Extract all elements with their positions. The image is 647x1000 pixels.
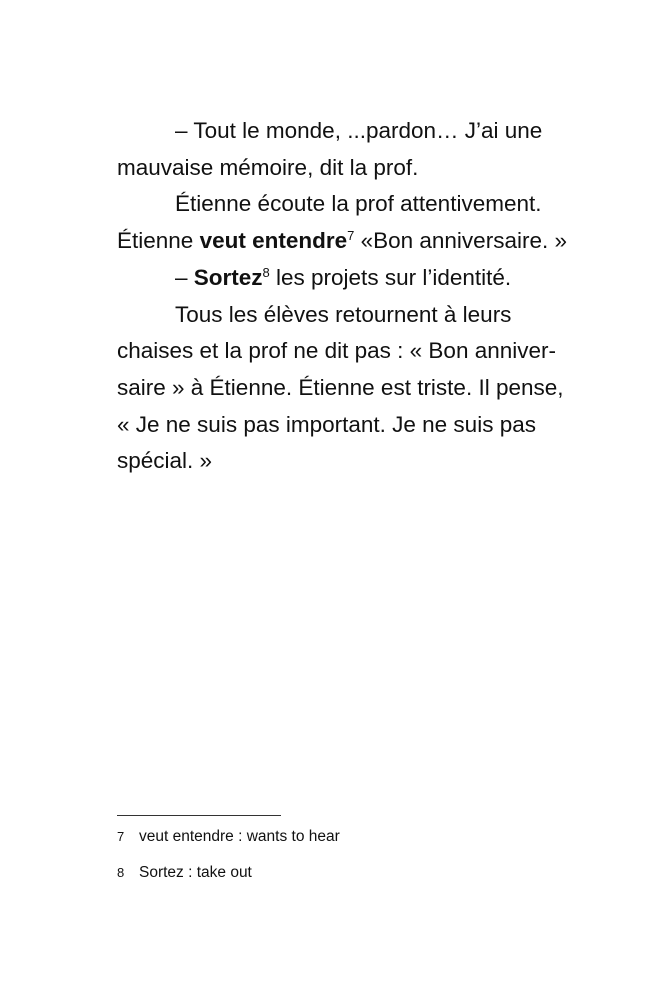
footnote-8 <box>117 863 252 883</box>
paragraph-4-line-3: saire » à Étienne. Étienne est triste. Il pense, <box>117 374 564 400</box>
paragraph-3-line-1 <box>117 260 537 297</box>
paragraph-3-text-after: les projets sur l’identité. <box>269 264 512 290</box>
paragraph-2-line-2 <box>117 223 567 260</box>
paragraph-1-line-2: mauvaise mémoire, dit la prof. <box>117 154 419 180</box>
paragraph-4-line-2: chaises et la prof ne dit pas : « Bon anniver- <box>117 338 557 364</box>
paragraph-2-text-after: «Bon anniversaire. » <box>354 228 567 254</box>
paragraph-2-line-1: Étienne écoute la prof attentivement. <box>175 191 542 217</box>
paragraph-2-text-before: Étienne <box>117 228 200 254</box>
footnote-divider <box>117 815 281 816</box>
footnote-ref-7: 7 <box>347 228 355 244</box>
footnote-7-number: 7 <box>117 829 125 844</box>
paragraph-4-line-5: spécial. » <box>117 448 213 474</box>
term-veut-entendre: veut entendre <box>199 228 348 254</box>
footnote-8-text: Sortez : take out <box>139 864 252 881</box>
footnote-ref-8: 8 <box>262 264 270 280</box>
paragraph-4-line-4: « Je ne suis pas important. Je ne suis pas <box>117 411 536 437</box>
paragraph-3-dash: – <box>175 264 194 290</box>
term-sortez: Sortez <box>193 264 263 290</box>
paragraph-1-line-1: – Tout le monde, ...pardon… J’ai une <box>175 118 543 143</box>
body-text <box>117 113 567 480</box>
footnote-7 <box>117 827 340 847</box>
paragraph-4-line-1: Tous les élèves retournent à leurs <box>175 301 512 327</box>
footnote-8-number: 8 <box>117 865 125 880</box>
footnote-7-text: veut entendre : wants to hear <box>139 828 340 845</box>
